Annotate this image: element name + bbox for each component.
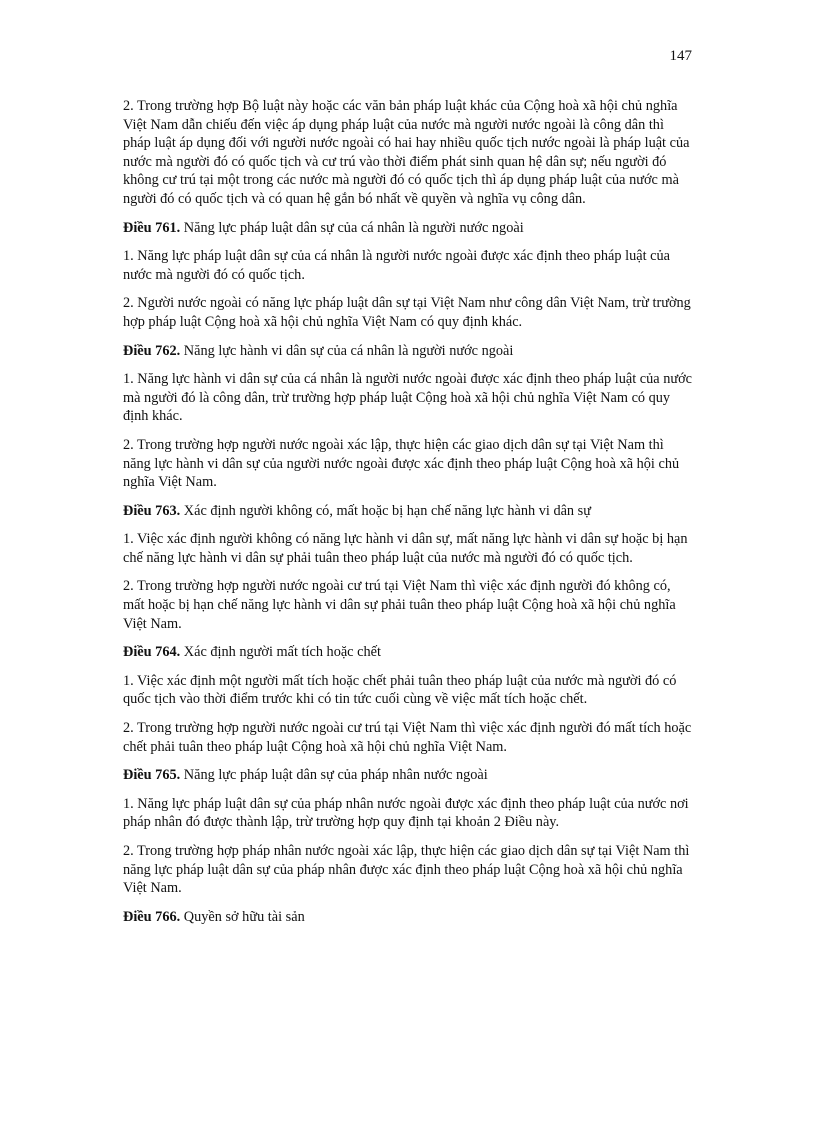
- article-number: Điều 761.: [123, 219, 181, 236]
- article-title: Năng lực hành vi dân sự của cá nhân là người nước ngoài: [183, 342, 514, 359]
- paragraph: 2. Trong trường hợp Bộ luật này hoặc các văn bản pháp luật khác của Cộng hoà xã hội chủ nghĩa Việt Nam dẫn chiếu đến việc áp dụng pháp luật của nước mà người nước ngoài là công dân thì pháp luật áp dụng đối với người nước ngoài có hai hay nhiều quốc tịch nước ngoài là pháp luật của nước mà người đó có quốc tịch và cư trú vào thời điểm phát sinh quan hệ dân sự; nếu người đó không cư trú tại một trong các nước mà người đó có quốc tịch thì áp dụng pháp luật của nước mà người đó có quốc tịch và có quan hệ gắn bó nhất về quyền và nghĩa vụ công dân.: [123, 98, 690, 207]
- paragraph: 2. Trong trường hợp người nước ngoài xác lập, thực hiện các giao dịch dân sự tại Việt Nam thì năng lực hành vi dân sự của người nước ngoài được xác định theo pháp luật Cộng hoà xã hội chủ nghĩa Việt Nam.: [123, 436, 680, 491]
- article-number: Điều 762.: [123, 342, 181, 359]
- article-number: Điều 764.: [123, 644, 181, 661]
- article-title: Xác định người mất tích hoặc chết: [183, 644, 381, 661]
- article-number: Điều 766.: [123, 908, 181, 925]
- article-heading-764: [123, 643, 693, 662]
- article-number: Điều 763.: [123, 502, 181, 519]
- paragraph: 2. Trong trường hợp người nước ngoài cư trú tại Việt Nam thì việc xác định người đó mất tích hoặc chết phải tuân theo pháp luật Cộng hoà xã hội chủ nghĩa Việt Nam.: [123, 720, 692, 755]
- paragraph: 1. Việc xác định một người mất tích hoặc chết phải tuân theo pháp luật của nước mà người đó có quốc tịch vào thời điểm trước khi có tin tức cuối cùng về việc mất tích hoặc chết.: [123, 672, 677, 708]
- page-number: 147: [669, 48, 692, 64]
- paragraph: 1. Năng lực hành vi dân sự của cá nhân là người nước ngoài được xác định theo pháp luật của nước mà người đó là công dân, trừ trường hợp pháp luật Cộng hoà xã hội chủ nghĩa Việt Nam có quy định khác.: [123, 371, 693, 425]
- article-heading-766: [123, 908, 693, 927]
- paragraph: 1. Năng lực pháp luật dân sự của cá nhân là người nước ngoài được xác định theo pháp luật của nước mà người đó có quốc tịch.: [123, 248, 670, 283]
- article-heading-762: [123, 342, 693, 361]
- article-title: Năng lực pháp luật dân sự của pháp nhân nước ngoài: [183, 767, 488, 784]
- paragraph: 2. Người nước ngoài có năng lực pháp luật dân sự tại Việt Nam như công dân Việt Nam, trừ trường hợp pháp luật Cộng hoà xã hội chủ nghĩa Việt Nam có quy định khác.: [123, 295, 691, 330]
- article-heading-761: [123, 219, 693, 238]
- article-title: Quyền sở hữu tài sản: [183, 908, 305, 925]
- article-title: Năng lực pháp luật dân sự của cá nhân là người nước ngoài: [183, 219, 524, 236]
- document-body: [123, 97, 693, 936]
- paragraph: 1. Việc xác định người không có năng lực hành vi dân sự, mất năng lực hành vi dân sự hoặc bị hạn chế năng lực hành vi dân sự phải tuân theo pháp luật của nước mà người đó có quốc tịch.: [123, 531, 688, 566]
- article-title: Xác định người không có, mất hoặc bị hạn chế năng lực hành vi dân sự: [183, 502, 591, 519]
- paragraph: 2. Trong trường hợp người nước ngoài cư trú tại Việt Nam thì việc xác định người đó không có, mất hoặc bị hạn chế năng lực hành vi dân sự phải tuân theo pháp luật Cộng hoà xã hội chủ nghĩa Việt Nam.: [123, 578, 676, 632]
- paragraph: 1. Năng lực pháp luật dân sự của pháp nhân nước ngoài được xác định theo pháp luật của nước nơi pháp nhân đó được thành lập, trừ trường hợp quy định tại khoản 2 Điều này.: [123, 795, 689, 831]
- paragraph: 2. Trong trường hợp pháp nhân nước ngoài xác lập, thực hiện các giao dịch dân sự tại Việt Nam thì năng lực pháp luật dân sự của pháp nhân được xác định theo pháp luật Cộng hoà xã hội chủ nghĩa Việt Nam.: [123, 843, 690, 897]
- article-heading-763: [123, 502, 693, 521]
- article-number: Điều 765.: [123, 767, 181, 784]
- article-heading-765: [123, 766, 693, 785]
